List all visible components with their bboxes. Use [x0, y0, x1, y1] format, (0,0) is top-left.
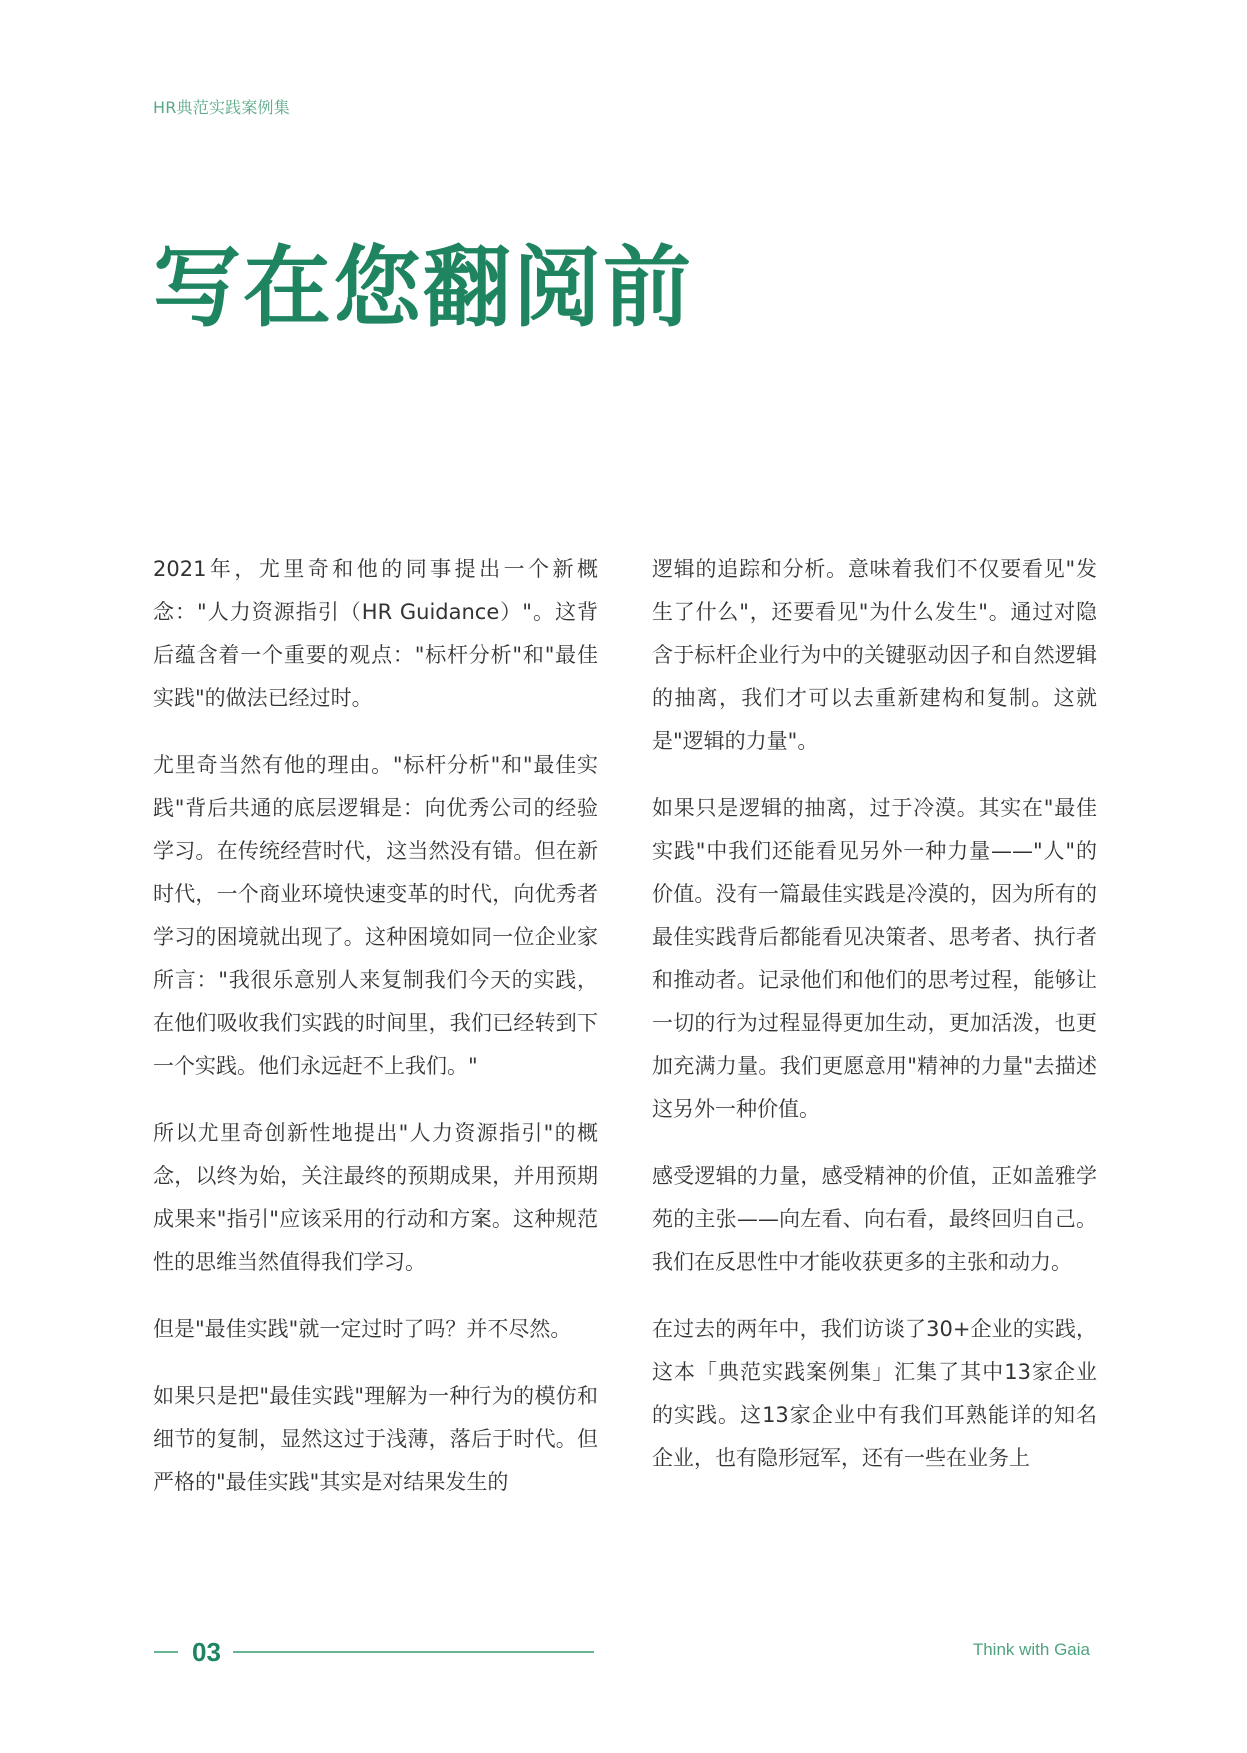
page-footer: [154, 1636, 594, 1668]
footer-dash: [154, 1651, 178, 1653]
page-number: 03: [192, 1636, 221, 1667]
paragraph: 所以尤里奇创新性地提出"人力资源指引"的概念，以终为始，关注最终的预期成果，并用预期成果来"指引"应该采用的行动和方案。这种规范性的思维当然值得我们学习。: [153, 1121, 598, 1274]
right-column: [652, 548, 1097, 1504]
page-title: 写在您翻阅前: [153, 236, 694, 339]
paragraph: 逻辑的追踪和分析。意味着我们不仅要看见"发生了什么"，还要看见"为什么发生"。通过对隐含于标杆企业行为中的关键驱动因子和自然逻辑的抽离，我们才可以去重新建构和复制。这就是"逻辑的力量"。: [652, 557, 1097, 753]
left-column: [153, 548, 598, 1528]
footer-rule: [233, 1651, 594, 1653]
running-header: HR典范实践案例集: [153, 98, 290, 117]
paragraph: 在过去的两年中，我们访谈了30+企业的实践，这本「典范实践案例集」汇集了其中13家企业的实践。这13家企业中有我们耳熟能详的知名企业，也有隐形冠军，还有一些在业务上: [652, 1317, 1097, 1470]
paragraph: 2021年，尤里奇和他的同事提出一个新概念："人力资源指引（HR Guidance）"。这背后蕴含着一个重要的观点："标杆分析"和"最佳实践"的做法已经过时。: [153, 557, 598, 710]
paragraph: 尤里奇当然有他的理由。"标杆分析"和"最佳实践"背后共通的底层逻辑是：向优秀公司的经验学习。在传统经营时代，这当然没有错。但在新时代，一个商业环境快速变革的时代，向优秀者学习的困境就出现了。这种困境如同一位企业家所言："我很乐意别人来复制我们今天的实践，在他们吸收我们实践的时间里，我们已经转到下一个实践。他们永远赶不上我们。": [153, 753, 598, 1078]
paragraph: 但是"最佳实践"就一定过时了吗？并不尽然。: [153, 1317, 572, 1341]
paragraph: 感受逻辑的力量，感受精神的价值，正如盖雅学苑的主张——向左看、向右看，最终回归自己。我们在反思性中才能收获更多的主张和动力。: [652, 1164, 1097, 1274]
paragraph: 如果只是把"最佳实践"理解为一种行为的模仿和细节的复制，显然这过于浅薄，落后于时代。但严格的"最佳实践"其实是对结果发生的: [153, 1384, 598, 1494]
paragraph: 如果只是逻辑的抽离，过于冷漠。其实在"最佳实践"中我们还能看见另外一种力量——"人"的价值。没有一篇最佳实践是冷漠的，因为所有的最佳实践背后都能看见决策者、思考者、执行者和推动者。记录他们和他们的思考过程，能够让一切的行为过程显得更加生动，更加活泼，也更加充满力量。我们更愿意用"精神的力量"去描述这另外一种价值。: [652, 796, 1097, 1121]
footer-tagline: Think with Gaia: [972, 1640, 1090, 1659]
